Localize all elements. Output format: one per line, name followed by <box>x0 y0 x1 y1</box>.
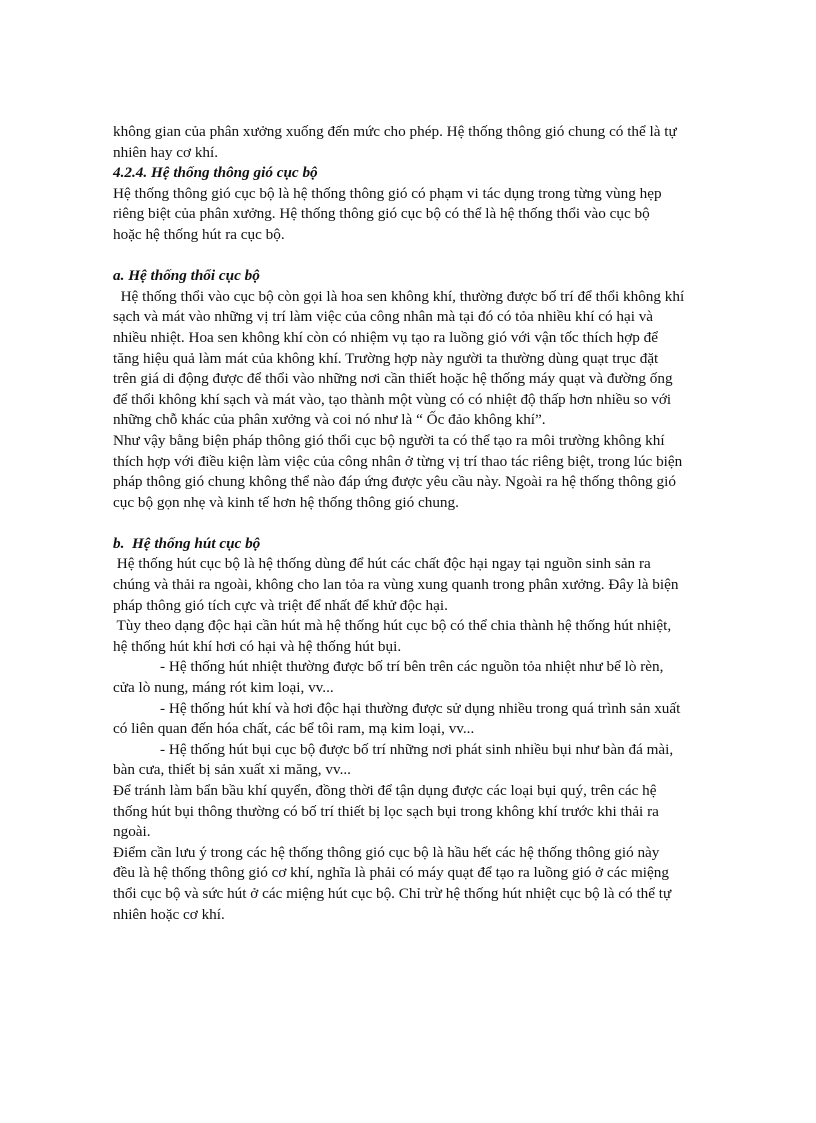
text-line: Hệ thống thông gió cục bộ là hệ thống thông gió có phạm vi tác dụng trong từng vùng hẹp <box>113 184 662 202</box>
text-line: hệ thống hút khí hơi có hại và hệ thống hút bụi. <box>113 637 402 655</box>
text-line: thổi cục bộ và sức hút ở các miệng hút cục bộ. Chỉ trừ hệ thống hút nhiệt cục bộ là có thể tự <box>113 884 672 902</box>
text-line: Điểm cần lưu ý trong các hệ thống thông gió cục bộ là hầu hết các hệ thống thông gió này <box>113 843 660 861</box>
section-heading-4-2-4: 4.2.4. Hệ thống thông gió cục bộ <box>113 164 318 182</box>
text-line: thích hợp với điều kiện làm việc của công nhân ở từng vị trí thao tác riêng biệt, trong lúc biện <box>113 452 683 470</box>
section-heading-a: a. Hệ thống thổi cục bộ <box>113 267 260 285</box>
list-item <box>113 699 733 740</box>
text-line: sạch và mát vào những vị trí làm việc của công nhân mà tại đó có tỏa nhiều khí có hại và <box>113 308 654 326</box>
section-a-paragraph-1 <box>113 287 733 431</box>
text-line: nhiên hay cơ khí. <box>113 143 219 161</box>
text-line: hoặc hệ thống hút ra cục bộ. <box>113 225 285 243</box>
list-item-first-line: - Hệ thống hút khí và hơi độc hại thường được sử dụng nhiều trong quá trình sản xuất <box>160 699 681 717</box>
list-item <box>113 740 733 781</box>
list-item-continuation: có liên quan đến hóa chất, các bể tôi ram, mạ kim loại, vv... <box>113 720 475 738</box>
section-b-paragraph-1 <box>113 554 733 616</box>
blank-line <box>113 513 733 534</box>
section-heading-b: b. Hệ thống hút cục bộ <box>113 534 261 552</box>
text-line: pháp thông gió chung không thể nào đáp ứng được yêu cầu này. Ngoài ra hệ thống thông gió <box>113 473 676 491</box>
list-item-first-line: - Hệ thống hút bụi cục bộ được bố trí những nơi phát sinh nhiều bụi như bàn đá mài, <box>160 740 674 758</box>
section-4-2-4-paragraph <box>113 184 733 246</box>
section-b-paragraph-4 <box>113 843 733 925</box>
text-line: để thổi không khí sạch và mát vào, tạo thành một vùng có có nhiệt độ thấp hơn nhiều so với <box>113 390 672 408</box>
text-line: nhiều nhiệt. Hoa sen không khí còn có nhiệm vụ tạo ra luồng gió với vận tốc thích hợp để <box>113 328 658 346</box>
section-b-paragraph-3 <box>113 781 733 843</box>
list-item <box>113 657 733 698</box>
text-line: Như vậy bằng biện pháp thông gió thổi cục bộ người ta có thể tạo ra môi trường không khí <box>113 431 665 449</box>
list-item-first-line: - Hệ thống hút nhiệt thường được bố trí bên trên các nguồn tỏa nhiệt như bể lò rèn, <box>160 658 664 676</box>
text-line: riêng biệt của phân xưởng. Hệ thống thông gió cục bộ có thể là hệ thống thổi vào cục bộ <box>113 205 650 223</box>
text-line: cục bộ gọn nhẹ và kinh tế hơn hệ thống thông gió chung. <box>113 493 459 511</box>
section-a-paragraph-2 <box>113 431 733 513</box>
intro-paragraph <box>113 122 733 163</box>
text-line: tăng hiệu quả làm mát của không khí. Trường hợp này người ta thường dùng quạt trục đặt <box>113 349 659 367</box>
text-line: Tùy theo dạng độc hại cần hút mà hệ thống hút cục bộ có thể chia thành hệ thống hút nhiệt, <box>113 617 672 635</box>
section-b-list <box>113 657 733 781</box>
text-line: không gian của phân xưởng xuống đến mức cho phép. Hệ thống thông gió chung có thể là tự <box>113 123 677 140</box>
text-line: pháp thông gió tích cực và triệt để nhất để khử độc hại. <box>113 596 448 614</box>
text-line: ngoài. <box>113 823 151 841</box>
blank-line <box>113 246 733 267</box>
document-page <box>113 122 733 925</box>
text-line: Để tránh làm bẩn bầu khí quyển, đồng thời để tận dụng được các loại bụi quý, trên các hệ <box>113 782 657 799</box>
text-line: trên giá di động được để thổi vào những nơi cần thiết hoặc hệ thống máy quạt và đường ống <box>113 370 673 388</box>
text-line: Hệ thống hút cục bộ là hệ thống dùng để hút các chất độc hại ngay tại nguồn sinh sản ra <box>113 555 651 573</box>
text-line: những chỗ khác của phân xưởng và coi nó như là “ Ốc đảo không khí”. <box>113 411 546 429</box>
list-item-continuation: cửa lò nung, máng rót kim loại, vv... <box>113 679 334 697</box>
text-line: nhiên hoặc cơ khí. <box>113 905 225 923</box>
text-line: thống hút bụi thông thường có bố trí thiết bị lọc sạch bụi trong không khí trước khi thải ra <box>113 802 659 820</box>
section-b-paragraph-2 <box>113 616 733 657</box>
list-item-continuation: bàn cưa, thiết bị sản xuất xi măng, vv... <box>113 761 351 779</box>
text-line: Hệ thống thổi vào cục bộ còn gọi là hoa sen không khí, thường được bố trí để thổi không khí <box>113 287 685 305</box>
text-line: chúng và thải ra ngoài, không cho lan tỏa ra vùng xung quanh trong phân xưởng. Đây là biện <box>113 576 679 594</box>
text-line: đều là hệ thống thông gió cơ khí, nghĩa là phải có máy quạt để tạo ra luồng gió ở các miệng <box>113 864 669 882</box>
